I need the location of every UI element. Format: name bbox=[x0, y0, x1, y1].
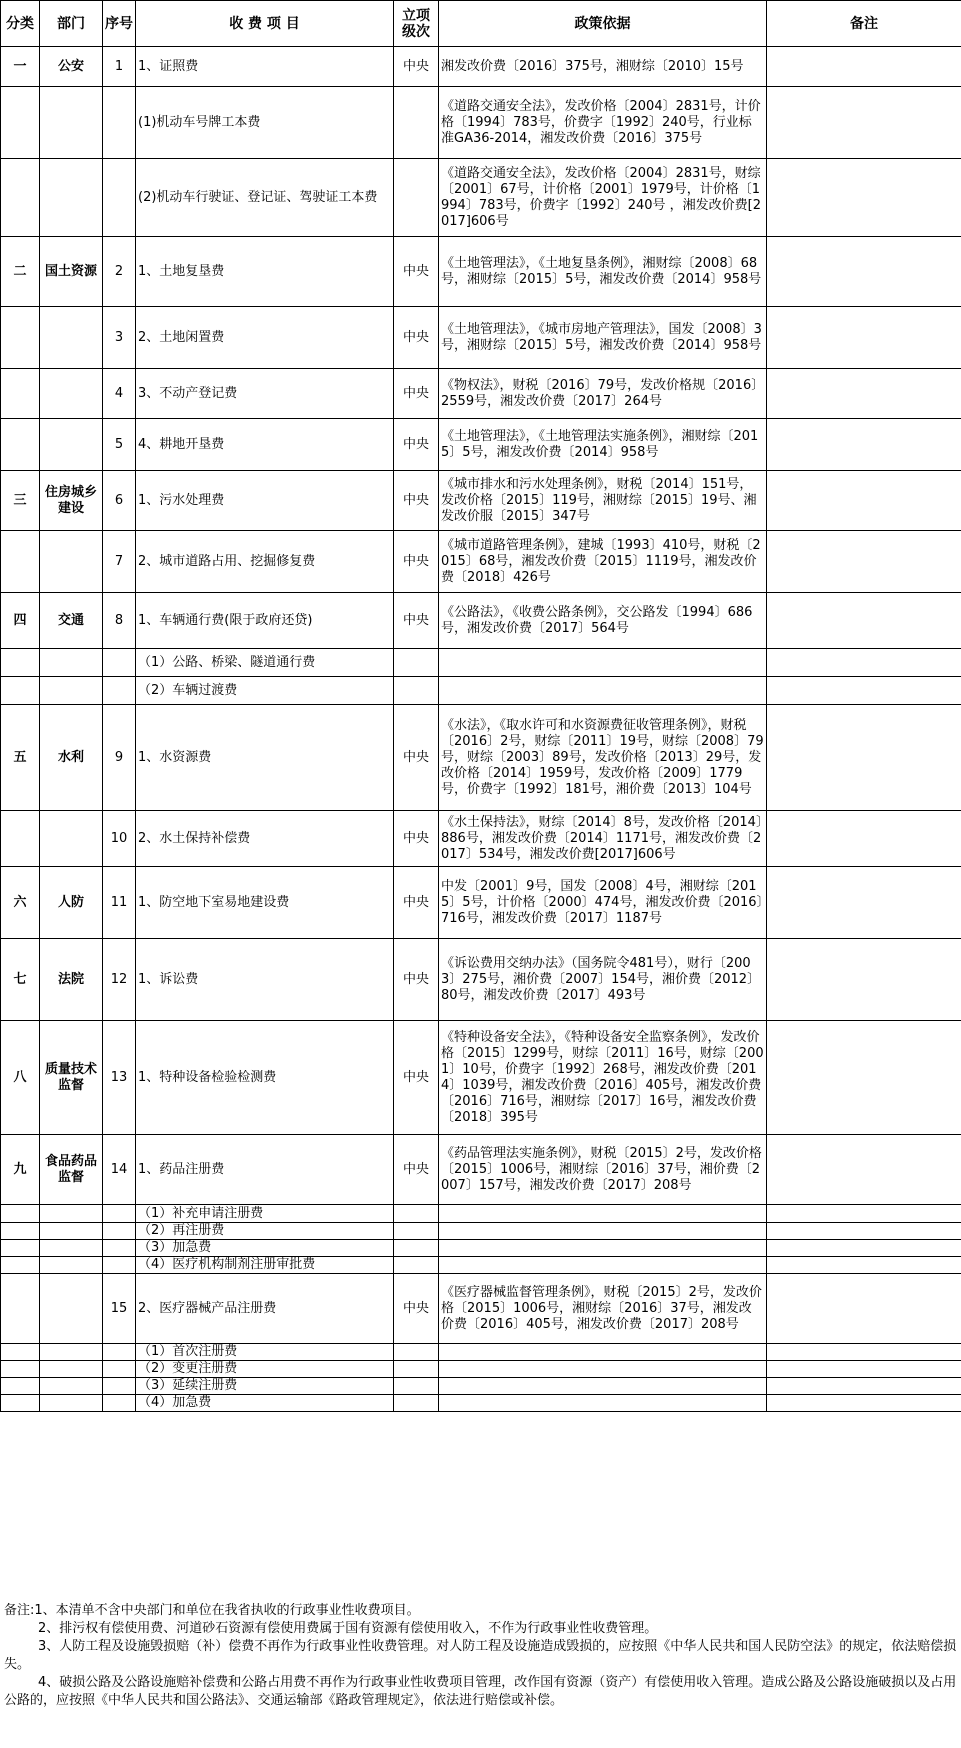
note-cell bbox=[767, 811, 961, 867]
note-cell bbox=[767, 531, 961, 593]
note-cell bbox=[767, 1135, 961, 1205]
table-row bbox=[1, 369, 961, 419]
level-cell bbox=[394, 1223, 439, 1240]
category-cell bbox=[1, 677, 40, 705]
category-cell: 八 bbox=[1, 1021, 40, 1135]
category-cell: 九 bbox=[1, 1135, 40, 1205]
item-cell: (2)机动车行驶证、登记证、驾驶证工本费 bbox=[136, 159, 394, 237]
category-cell: 五 bbox=[1, 705, 40, 811]
policy-cell: 中发〔2001〕9号，国发〔2008〕4号，湘财综〔2015〕5号，计价格〔2000〕474号，湘发改价费〔2016〕716号，湘发改价费〔2017〕1187号 bbox=[439, 867, 767, 939]
item-cell: 2、水土保持补偿费 bbox=[136, 811, 394, 867]
item-cell: 1、车辆通行费(限于政府还贷) bbox=[136, 593, 394, 649]
item-cell: 1、水资源费 bbox=[136, 705, 394, 811]
item-cell: （4）加急费 bbox=[136, 1395, 394, 1412]
category-cell bbox=[1, 1205, 40, 1223]
seq-cell: 7 bbox=[103, 531, 136, 593]
policy-cell: 《城市道路管理条例》，建城〔1993〕410号，财税〔2015〕68号，湘发改价费〔2015〕1119号，湘发改价费〔2018〕426号 bbox=[439, 531, 767, 593]
policy-cell: 湘发改价费〔2016〕375号，湘财综〔2010〕15号 bbox=[439, 47, 767, 87]
level-cell: 中央 bbox=[394, 811, 439, 867]
header-department: 部门 bbox=[40, 1, 103, 47]
department-cell bbox=[40, 1205, 103, 1223]
header-row bbox=[1, 1, 961, 47]
policy-cell bbox=[439, 1223, 767, 1240]
department-cell bbox=[40, 1378, 103, 1395]
policy-cell: 《道路交通安全法》，发改价格〔2004〕2831号，财综〔2001〕67号，计价格〔2001〕1979号，计价格〔1994〕783号，价费字〔1992〕240号 ，湘发改价费[2017]606号 bbox=[439, 159, 767, 237]
policy-cell: 《医疗器械监督管理条例》，财税〔2015〕2号，发改价格〔2015〕1006号，湘财综〔2016〕37号，湘发改价费〔2016〕405号，湘发改价费〔2017〕208号 bbox=[439, 1274, 767, 1344]
note-cell bbox=[767, 1240, 961, 1257]
note-cell bbox=[767, 1378, 961, 1395]
category-cell bbox=[1, 531, 40, 593]
item-cell: 1、防空地下室易地建设费 bbox=[136, 867, 394, 939]
department-cell bbox=[40, 369, 103, 419]
note-cell bbox=[767, 1021, 961, 1135]
note-cell bbox=[767, 1361, 961, 1378]
item-cell: 2、城市道路占用、挖掘修复费 bbox=[136, 531, 394, 593]
department-cell bbox=[40, 87, 103, 159]
department-cell: 公安 bbox=[40, 47, 103, 87]
header-item: 收 费 项 目 bbox=[136, 1, 394, 47]
table-row bbox=[1, 677, 961, 705]
policy-cell: 《公路法》，《收费公路条例》，交公路发〔1994〕686号，湘发改价费〔2017〕564号 bbox=[439, 593, 767, 649]
seq-cell bbox=[103, 1378, 136, 1395]
policy-cell: 《城市排水和污水处理条例》，财税〔2014〕151号，发改价格〔2015〕119号，湘财综〔2015〕19号、湘发改价服〔2015〕347号 bbox=[439, 471, 767, 531]
category-cell bbox=[1, 1395, 40, 1412]
department-cell: 人防 bbox=[40, 867, 103, 939]
policy-cell: 《水法》，《取水许可和水资源费征收管理条例》，财税〔2016〕2号，财综〔2011〕19号，财综〔2008〕79号，财综〔2003〕89号，发改价格〔2013〕29号，发改价格〔2014〕1959号，发改价格〔2009〕1779号，价费字〔1992〕181号，湘价费〔2013〕104号 bbox=[439, 705, 767, 811]
category-cell: 一 bbox=[1, 47, 40, 87]
category-cell bbox=[1, 1257, 40, 1274]
level-cell bbox=[394, 649, 439, 677]
footnotes bbox=[0, 1602, 959, 1710]
seq-cell bbox=[103, 1395, 136, 1412]
category-cell: 六 bbox=[1, 867, 40, 939]
category-cell bbox=[1, 1378, 40, 1395]
item-cell: 1、土地复垦费 bbox=[136, 237, 394, 307]
category-cell bbox=[1, 307, 40, 369]
note-cell bbox=[767, 677, 961, 705]
note-cell bbox=[767, 369, 961, 419]
table-row bbox=[1, 307, 961, 369]
table-row bbox=[1, 1361, 961, 1378]
note-cell bbox=[767, 1223, 961, 1240]
policy-cell: 《水土保持法》，财综〔2014〕8号，发改价格〔2014〕886号，湘发改价费〔2014〕1171号，湘发改价费〔2017〕534号，湘发改价费[2017]606号 bbox=[439, 811, 767, 867]
table-row bbox=[1, 471, 961, 531]
table-row bbox=[1, 1240, 961, 1257]
note-cell bbox=[767, 593, 961, 649]
footnote: 2、排污权有偿使用费、河道砂石资源有偿使用费属于国有资源有偿使用收入，不作为行政事业性收费管理。 bbox=[38, 1621, 658, 1636]
level-cell bbox=[394, 87, 439, 159]
level-cell: 中央 bbox=[394, 939, 439, 1021]
seq-cell bbox=[103, 649, 136, 677]
table-row bbox=[1, 1257, 961, 1274]
table-row bbox=[1, 1274, 961, 1344]
policy-cell bbox=[439, 1378, 767, 1395]
item-cell: 2、土地闲置费 bbox=[136, 307, 394, 369]
seq-cell bbox=[103, 677, 136, 705]
item-cell: 4、耕地开垦费 bbox=[136, 419, 394, 471]
policy-cell: 《土地管理法》，《土地管理法实施条例》，湘财综〔2015〕5号，湘发改价费〔2014〕958号 bbox=[439, 419, 767, 471]
note-cell bbox=[767, 471, 961, 531]
seq-cell: 13 bbox=[103, 1021, 136, 1135]
note-cell bbox=[767, 419, 961, 471]
department-cell bbox=[40, 1257, 103, 1274]
seq-cell bbox=[103, 1257, 136, 1274]
note-cell bbox=[767, 1395, 961, 1412]
item-cell: （3）加急费 bbox=[136, 1240, 394, 1257]
category-cell: 二 bbox=[1, 237, 40, 307]
category-cell bbox=[1, 649, 40, 677]
item-cell: （2）车辆过渡费 bbox=[136, 677, 394, 705]
category-cell bbox=[1, 1223, 40, 1240]
table-row bbox=[1, 1223, 961, 1240]
level-cell bbox=[394, 1257, 439, 1274]
item-cell: 1、污水处理费 bbox=[136, 471, 394, 531]
seq-cell bbox=[103, 159, 136, 237]
item-cell: 1、诉讼费 bbox=[136, 939, 394, 1021]
policy-cell bbox=[439, 649, 767, 677]
policy-cell bbox=[439, 1344, 767, 1361]
item-cell: 1、药品注册费 bbox=[136, 1135, 394, 1205]
department-cell: 法院 bbox=[40, 939, 103, 1021]
note-cell bbox=[767, 159, 961, 237]
category-cell bbox=[1, 369, 40, 419]
footnote: 3、人防工程及设施毁损赔（补）偿费不再作为行政事业性收费管理。对人防工程及设施造成毁损的，应按照《中华人民共和国人民防空法》的规定，依法赔偿损失。 bbox=[4, 1639, 957, 1672]
policy-cell bbox=[439, 1257, 767, 1274]
department-cell: 食品药品监督 bbox=[40, 1135, 103, 1205]
department-cell bbox=[40, 1395, 103, 1412]
level-cell: 中央 bbox=[394, 47, 439, 87]
item-cell: 3、不动产登记费 bbox=[136, 369, 394, 419]
seq-cell: 10 bbox=[103, 811, 136, 867]
seq-cell: 1 bbox=[103, 47, 136, 87]
department-cell: 住房城乡建设 bbox=[40, 471, 103, 531]
policy-cell bbox=[439, 1395, 767, 1412]
table-row bbox=[1, 1395, 961, 1412]
item-cell: 1、特种设备检验检测费 bbox=[136, 1021, 394, 1135]
seq-cell bbox=[103, 1361, 136, 1378]
seq-cell: 12 bbox=[103, 939, 136, 1021]
item-cell: （4）医疗机构制剂注册审批费 bbox=[136, 1257, 394, 1274]
item-cell: （1）补充申请注册费 bbox=[136, 1205, 394, 1223]
item-cell: (1)机动车号牌工本费 bbox=[136, 87, 394, 159]
note-cell bbox=[767, 705, 961, 811]
header-policy: 政策依据 bbox=[439, 1, 767, 47]
policy-cell: 《道路交通安全法》，发改价格〔2004〕2831号，计价格〔1994〕783号，价费字〔1992〕240号，行业标准GA36-2014，湘发改价费〔2016〕375号 bbox=[439, 87, 767, 159]
note-cell bbox=[767, 1344, 961, 1361]
category-cell bbox=[1, 1240, 40, 1257]
level-cell bbox=[394, 1344, 439, 1361]
category-cell: 七 bbox=[1, 939, 40, 1021]
department-cell bbox=[40, 677, 103, 705]
item-cell: （1）公路、桥梁、隧道通行费 bbox=[136, 649, 394, 677]
level-cell bbox=[394, 1378, 439, 1395]
level-cell: 中央 bbox=[394, 867, 439, 939]
seq-cell: 14 bbox=[103, 1135, 136, 1205]
policy-cell: 《土地管理法》，《城市房地产管理法》，国发〔2008〕3号，湘财综〔2015〕5号，湘发改价费〔2014〕958号 bbox=[439, 307, 767, 369]
category-cell bbox=[1, 419, 40, 471]
seq-cell bbox=[103, 1205, 136, 1223]
table-row bbox=[1, 939, 961, 1021]
policy-cell: 《物权法》，财税〔2016〕79号，发改价格规〔2016〕2559号，湘发改价费〔2017〕264号 bbox=[439, 369, 767, 419]
department-cell: 水利 bbox=[40, 705, 103, 811]
category-cell bbox=[1, 811, 40, 867]
note-cell bbox=[767, 237, 961, 307]
seq-cell bbox=[103, 1240, 136, 1257]
level-cell: 中央 bbox=[394, 1274, 439, 1344]
table-row bbox=[1, 1205, 961, 1223]
item-cell: 1、证照费 bbox=[136, 47, 394, 87]
seq-cell: 5 bbox=[103, 419, 136, 471]
department-cell bbox=[40, 1223, 103, 1240]
policy-cell bbox=[439, 1361, 767, 1378]
item-cell: （3）延续注册费 bbox=[136, 1378, 394, 1395]
seq-cell: 9 bbox=[103, 705, 136, 811]
department-cell bbox=[40, 1361, 103, 1378]
seq-cell: 2 bbox=[103, 237, 136, 307]
item-cell: 2、医疗器械产品注册费 bbox=[136, 1274, 394, 1344]
table-row bbox=[1, 87, 961, 159]
note-cell bbox=[767, 1205, 961, 1223]
table-row bbox=[1, 531, 961, 593]
level-cell: 中央 bbox=[394, 593, 439, 649]
table-row bbox=[1, 1344, 961, 1361]
department-cell bbox=[40, 811, 103, 867]
table-row bbox=[1, 811, 961, 867]
level-cell: 中央 bbox=[394, 419, 439, 471]
category-cell bbox=[1, 87, 40, 159]
policy-cell: 《诉讼费用交纳办法》（国务院令481号），财行〔2003〕275号，湘价费〔2007〕154号，湘价费〔2012〕80号，湘发改价费〔2017〕493号 bbox=[439, 939, 767, 1021]
note-cell bbox=[767, 87, 961, 159]
category-cell: 三 bbox=[1, 471, 40, 531]
category-cell bbox=[1, 1361, 40, 1378]
level-cell bbox=[394, 1361, 439, 1378]
seq-cell: 6 bbox=[103, 471, 136, 531]
department-cell bbox=[40, 307, 103, 369]
category-cell bbox=[1, 1344, 40, 1361]
header-seq: 序号 bbox=[103, 1, 136, 47]
note-cell bbox=[767, 649, 961, 677]
note-cell bbox=[767, 1257, 961, 1274]
table-row bbox=[1, 159, 961, 237]
note-cell bbox=[767, 867, 961, 939]
level-cell: 中央 bbox=[394, 471, 439, 531]
header-level: 立项级次 bbox=[394, 1, 439, 47]
category-cell bbox=[1, 159, 40, 237]
seq-cell bbox=[103, 87, 136, 159]
policy-cell: 《土地管理法》，《土地复垦条例》，湘财综〔2008〕68号，湘财综〔2015〕5号，湘发改价费〔2014〕958号 bbox=[439, 237, 767, 307]
seq-cell: 11 bbox=[103, 867, 136, 939]
seq-cell bbox=[103, 1223, 136, 1240]
level-cell: 中央 bbox=[394, 1135, 439, 1205]
note-cell bbox=[767, 307, 961, 369]
header-note: 备注 bbox=[767, 1, 961, 47]
policy-cell bbox=[439, 677, 767, 705]
table-row bbox=[1, 419, 961, 471]
department-cell: 质量技术监督 bbox=[40, 1021, 103, 1135]
seq-cell bbox=[103, 1344, 136, 1361]
seq-cell: 3 bbox=[103, 307, 136, 369]
level-cell bbox=[394, 159, 439, 237]
level-cell: 中央 bbox=[394, 531, 439, 593]
seq-cell: 8 bbox=[103, 593, 136, 649]
note-cell bbox=[767, 939, 961, 1021]
department-cell: 国土资源 bbox=[40, 237, 103, 307]
department-cell bbox=[40, 1240, 103, 1257]
note-cell bbox=[767, 47, 961, 87]
policy-cell bbox=[439, 1240, 767, 1257]
seq-cell: 4 bbox=[103, 369, 136, 419]
level-cell bbox=[394, 1205, 439, 1223]
table-row bbox=[1, 705, 961, 811]
level-cell: 中央 bbox=[394, 307, 439, 369]
footnote: 4、破损公路及公路设施赔补偿费和公路占用费不再作为行政事业性收费项目管理，改作国有资源（资产）有偿使用收入管理。造成公路及公路设施破损以及占用公路的，应按照《中华人民共和国公路法》、交通运输部《路政管理规定》，依法进行赔偿或补偿。 bbox=[4, 1675, 957, 1708]
footnote: 备注:1、本清单不含中央部门和单位在我省执收的行政事业性收费项目。 bbox=[4, 1603, 420, 1618]
table-row bbox=[1, 47, 961, 87]
level-cell bbox=[394, 1240, 439, 1257]
department-cell bbox=[40, 419, 103, 471]
table-row bbox=[1, 593, 961, 649]
seq-cell: 15 bbox=[103, 1274, 136, 1344]
category-cell bbox=[1, 1274, 40, 1344]
department-cell: 交通 bbox=[40, 593, 103, 649]
table-row bbox=[1, 237, 961, 307]
department-cell bbox=[40, 159, 103, 237]
table-row bbox=[1, 1135, 961, 1205]
policy-cell: 《药品管理法实施条例》，财税〔2015〕2号，发改价格〔2015〕1006号，湘财综〔2016〕37号，湘价费〔2007〕157号，湘发改价费〔2017〕208号 bbox=[439, 1135, 767, 1205]
department-cell bbox=[40, 531, 103, 593]
level-cell bbox=[394, 1395, 439, 1412]
header-category: 分类 bbox=[1, 1, 40, 47]
level-cell: 中央 bbox=[394, 1021, 439, 1135]
table-row bbox=[1, 649, 961, 677]
policy-cell bbox=[439, 1205, 767, 1223]
table-row bbox=[1, 1378, 961, 1395]
category-cell: 四 bbox=[1, 593, 40, 649]
item-cell: （1）首次注册费 bbox=[136, 1344, 394, 1361]
level-cell: 中央 bbox=[394, 237, 439, 307]
item-cell: （2）变更注册费 bbox=[136, 1361, 394, 1378]
policy-cell: 《特种设备安全法》，《特种设备安全监察条例》，发改价格〔2015〕1299号，财综〔2011〕16号，财综〔2001〕10号，价费字〔1992〕268号，湘发改价费〔2014〕1039号，湘发改价费〔2016〕405号，湘发改价费〔2016〕716号，湘财综〔2017〕16号，湘发改价费〔2018〕395号 bbox=[439, 1021, 767, 1135]
level-cell: 中央 bbox=[394, 705, 439, 811]
note-cell bbox=[767, 1274, 961, 1344]
table-row bbox=[1, 1021, 961, 1135]
item-cell: （2）再注册费 bbox=[136, 1223, 394, 1240]
level-cell bbox=[394, 677, 439, 705]
level-cell: 中央 bbox=[394, 369, 439, 419]
department-cell bbox=[40, 1274, 103, 1344]
department-cell bbox=[40, 649, 103, 677]
department-cell bbox=[40, 1344, 103, 1361]
table-row bbox=[1, 867, 961, 939]
